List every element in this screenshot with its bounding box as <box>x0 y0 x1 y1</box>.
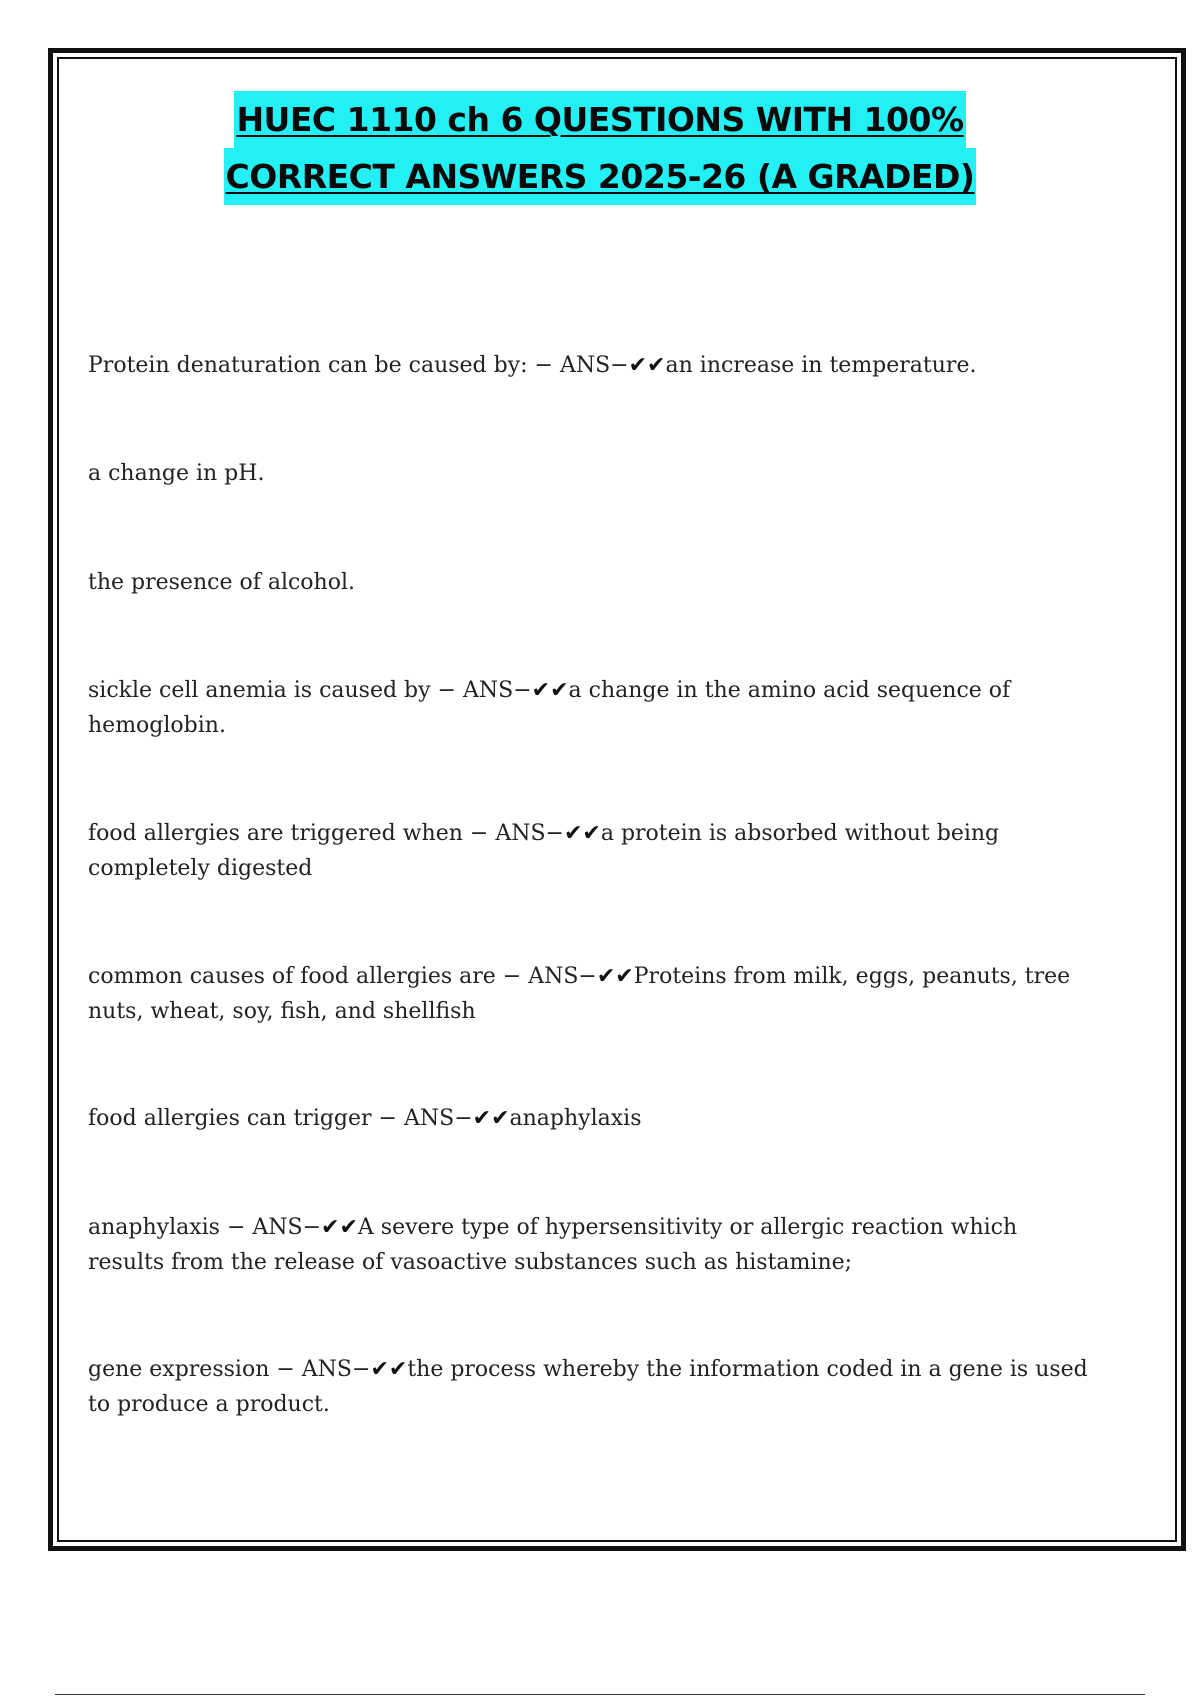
question-text: sickle cell anemia is caused by − <box>88 678 463 703</box>
qa-entry <box>88 1210 1088 1280</box>
answer-text: Proteins from milk, eggs, peanuts, tree nuts, wheat, soy, fish, and shellfish <box>88 964 1071 1024</box>
page-border <box>48 48 1186 1551</box>
answer-marker: ANS− <box>559 353 629 378</box>
double-check-icon: ✔✔ <box>628 353 666 378</box>
answer-text: anaphylaxis <box>509 1106 642 1131</box>
question-text: Protein denaturation can be caused by: − <box>88 353 560 378</box>
qa-entry <box>88 1352 1088 1422</box>
question-text: a change in pH. <box>88 461 265 486</box>
qa-entry <box>88 456 1088 491</box>
qa-entry <box>88 1101 1088 1136</box>
title-line-1: HUEC 1110 ch 6 QUESTIONS WITH 100% <box>234 91 965 148</box>
qa-entry <box>88 959 1088 1029</box>
question-text: anaphylaxis − <box>88 1215 253 1240</box>
double-check-icon: ✔✔ <box>596 964 634 989</box>
qa-entry <box>88 565 1088 600</box>
qa-entry <box>88 673 1088 743</box>
footer-divider <box>55 1694 1145 1695</box>
answer-marker: ANS− <box>403 1106 473 1131</box>
answer-text: A severe type of hypersensitivity or allergic reaction which results from the release of vasoactive substances such as histamine; <box>88 1215 1018 1275</box>
answer-text: an increase in temperature. <box>665 353 977 378</box>
page-border-inner <box>57 57 1177 1542</box>
double-check-icon: ✔✔ <box>472 1106 510 1131</box>
qa-entry <box>88 348 1088 383</box>
double-check-icon: ✔✔ <box>531 678 569 703</box>
question-text: food allergies can trigger − <box>88 1106 404 1131</box>
double-check-icon: ✔✔ <box>370 1357 408 1382</box>
answer-marker: ANS− <box>301 1357 371 1382</box>
answer-marker: ANS− <box>528 964 597 989</box>
double-check-icon: ✔✔ <box>563 821 601 846</box>
question-text: food allergies are triggered when − <box>88 821 496 846</box>
title-line-2: CORRECT ANSWERS 2025-26 (A GRADED) <box>224 148 977 205</box>
answer-text: a change in the amino acid sequence of hemoglobin. <box>88 678 1011 738</box>
answer-text: a protein is absorbed without being completely digested <box>88 821 1000 881</box>
double-check-icon: ✔✔ <box>321 1215 358 1240</box>
qa-entry <box>88 816 1088 886</box>
answer-text: the process whereby the information coded in a gene is used to produce a product. <box>88 1357 1088 1417</box>
document-title <box>0 91 1200 205</box>
question-text: common causes of food allergies are − <box>88 964 529 989</box>
answer-marker: ANS− <box>495 821 564 846</box>
answer-marker: ANS− <box>252 1215 322 1240</box>
question-text: the presence of alcohol. <box>88 570 355 595</box>
answer-marker: ANS− <box>463 678 532 703</box>
question-text: gene expression − <box>88 1357 302 1382</box>
